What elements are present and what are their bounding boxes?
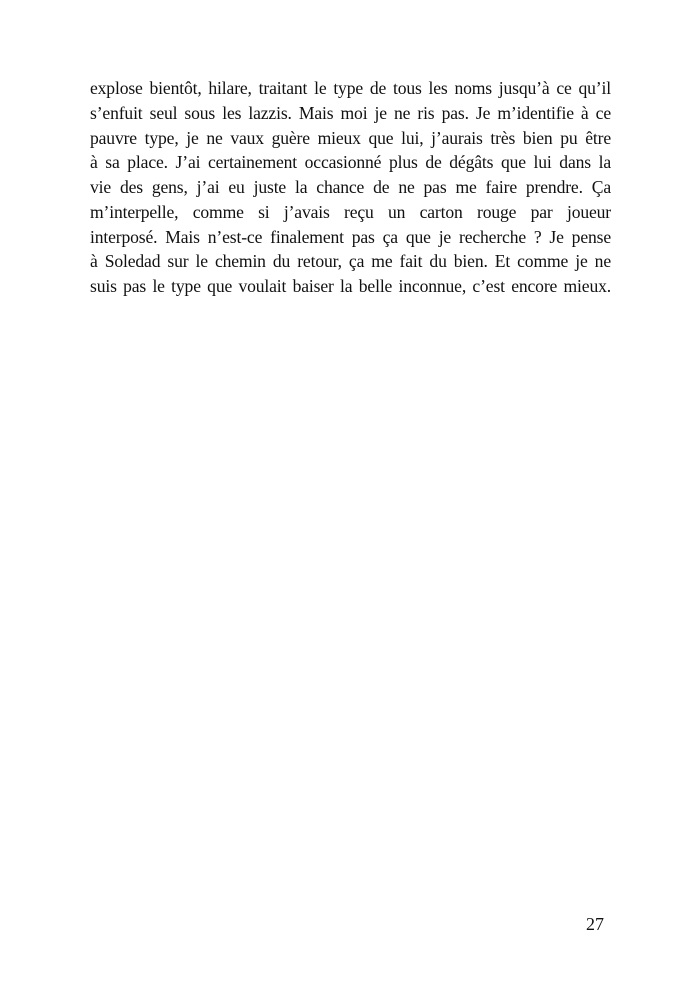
text-line: pauvre type, je ne vaux guère mieux que lui, j’aurais très bien pu être [90, 127, 611, 148]
text-line: s’enfuit seul sous les lazzis. Mais moi je ne ris pas. Je m’identifie à ce [90, 102, 611, 123]
page-number: 27 [586, 914, 604, 934]
body-paragraph [90, 76, 611, 299]
text-line: à sa place. J’ai certainement occasionné plus de dégâts que lui dans la [90, 152, 611, 173]
text-line: m’interpelle, comme si j’avais reçu un carton rouge par joueur [90, 201, 611, 222]
text-line: suis pas le type que voulait baiser la belle inconnue, c’est encore mieux. [90, 276, 611, 296]
text-line: à Soledad sur le chemin du retour, ça me fait du bien. Et comme je ne [90, 251, 611, 272]
text-line: interposé. Mais n’est-ce finalement pas ça que je recherche ? Je pense [90, 226, 611, 247]
text-line: explose bientôt, hilare, traitant le type de tous les noms jusqu’à ce qu’il [90, 78, 611, 98]
text-line: vie des gens, j’ai eu juste la chance de ne pas me faire prendre. Ça [90, 177, 611, 197]
